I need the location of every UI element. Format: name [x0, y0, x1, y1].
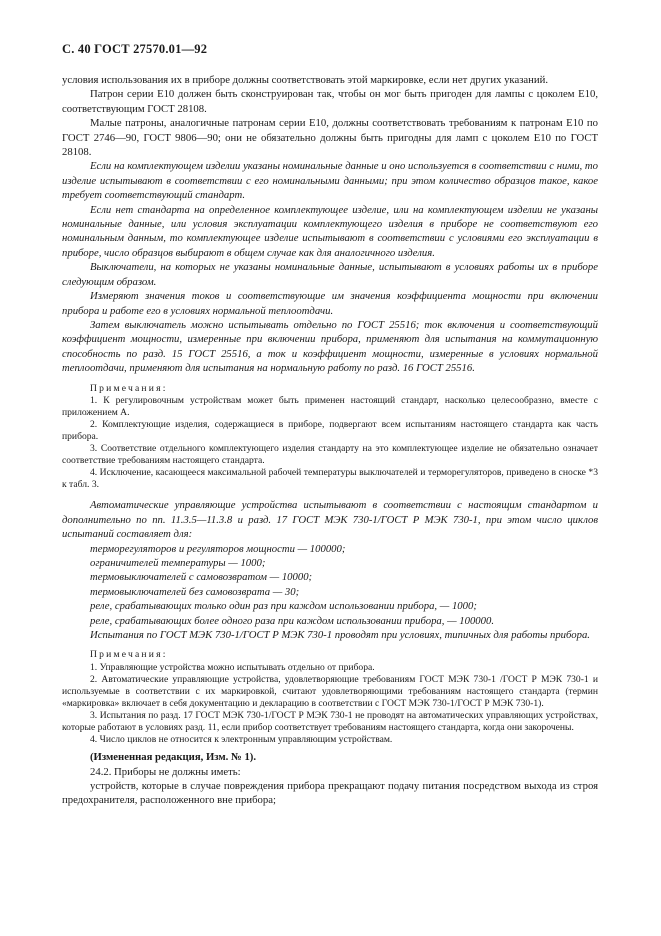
note-item: 2. Комплектующие изделия, содержащиеся в приборе, подвергают всем испытаниям настоящего стандарта как часть прибора. — [62, 418, 598, 442]
document-body — [62, 73, 598, 808]
notes-block — [62, 383, 598, 492]
paragraph: устройств, которые в случае повреждения прибора прекращают подачу питания посредством выхода из строя предохранителя, расположенного вне прибора; — [62, 780, 598, 807]
paragraph-italic: Если нет стандарта на определенное комплектующее изделие, или на комплектующем изделии не указаны номинальные данные, или условия эксплуатации комплектующего изделия в приборе не соответствуют его номинальным данным, то комплектующее изделие испытывают в соответствии с условиями его эксплуатации в приборе, число образцов выбирают в общем случае как для аналогичного изделия. — [62, 203, 598, 259]
note-item: 4. Число циклов не относится к электронным управляющим устройствам. — [90, 734, 393, 746]
page-header: С. 40 ГОСТ 27570.01—92 — [62, 42, 208, 56]
spacer — [62, 376, 598, 383]
paragraph-italic: Измеряют значения токов и соответствующие им значения коэффициента мощности при включении прибора и работе его в условиях нормальной теплоотдачи. — [62, 290, 598, 317]
notes-title: Примечания: — [90, 649, 168, 661]
paragraph: условия использования их в приборе должны соответствовать этой маркировке, если нет других указаний. — [62, 74, 548, 86]
clause-heading: 24.2. Приборы не должны иметь: — [90, 765, 241, 778]
note-item: 2. Автоматические управляющие устройства, удовлетворяющие требованиям ГОСТ МЭК 730-1 /ГОСТ Р МЭК 730-1 и используемые в соответствии с их маркировкой, считают удовлетворяющими требованиям настоящего стандарта (термин «маркировка» включает в себя документацию и декларацию в соответствии с ГОСТ МЭК 730-1/ГОСТ Р МЭК 730-1). — [62, 673, 598, 709]
spacer — [62, 491, 598, 498]
paragraph-italic: Выключатели, на которых не указаны номинальные данные, испытывают в условиях работы их в приборе следующим образом. — [62, 261, 598, 288]
cycles-list — [62, 542, 598, 628]
revision-note: (Измененная редакция, Изм. № 1). — [90, 751, 257, 764]
paragraph: Малые патроны, аналогичные патронам серии Е10, должны соответствовать требованиям к патронам Е10 по ГОСТ 2746—90, ГОСТ 9806—90; они не обязательно должны быть пригодны для ламп с цоколем Е10 по ГОСТ 28108. — [62, 117, 598, 159]
spacer — [62, 642, 598, 649]
note-item: 3. Испытания по разд. 17 ГОСТ МЭК 730-1/ГОСТ Р МЭК 730-1 не проводят на автоматических управляющих устройствах, которые работают в условиях разд. 11, если прибор соответствует требованиям настоящего стандарта, когда они закорочены. — [62, 709, 598, 733]
note-item: 4. Исключение, касающееся максимальной рабочей температуры выключателей и терморегуляторов, приведено в сноске *3 к табл. 3. — [62, 467, 598, 491]
paragraph-italic: Испытания по ГОСТ МЭК 730-1/ГОСТ Р МЭК 730-1 проводят при условиях, типичных для работы прибора. — [90, 629, 590, 642]
notes-block — [62, 649, 598, 746]
list-item: терморегуляторов и регуляторов мощности — 100000; — [90, 542, 346, 555]
paragraph-italic: Затем выключатель можно испытывать отдельно по ГОСТ 25516; ток включения и соответствующий коэффициент мощности, измеренные при включении прибора, применяют для испытания на коммутационную способность по разд. 15 ГОСТ 25516, а ток и коэффициент мощности, измеренные в условиях нормальной теплоотдачи, применяют для испытания на нормальную работу по разд. 16 ГОСТ 25516. — [62, 318, 598, 375]
note-item: 1. Управляющие устройства можно испытывать отдельно от прибора. — [90, 661, 375, 673]
list-item: реле, срабатывающих более одного раза при каждом использовании прибора, — 100000. — [90, 614, 495, 627]
list-item: реле, срабатывающих только один раз при каждом использовании прибора, — 1000; — [90, 600, 477, 613]
paragraph: Патрон серии Е10 должен быть сконструирован так, чтобы он мог быть пригоден для лампы с цоколем Е10, соответствующим ГОСТ 28108. — [62, 88, 598, 115]
note-item: 3. Соответствие отдельного комплектующего изделия стандарту на это комплектующее изделие не обязательно означает соответствие требованиям настоящего стандарта. — [62, 443, 598, 467]
list-item: ограничителей температуры — 1000; — [90, 557, 266, 569]
paragraph-italic: Автоматические управляющие устройства испытывают в соответствии с настоящим стандартом и дополнительно по пп. 11.3.5—11.3.8 и разд. 17 ГОСТ МЭК 730-1/ГОСТ Р МЭК 730-1, при этом число циклов испытаний составляет для: — [62, 499, 598, 541]
list-item: термовыключателей с самовозвратом — 10000; — [90, 571, 313, 584]
paragraph-italic: Если на комплектующем изделии указаны номинальные данные и оно используется в соответствии с ними, то изделие испытывают в соответствии с его номинальными данными; при этом количество образцов такое, какое требует соответствующий стандарт. — [62, 160, 598, 202]
note-item: 1. К регулировочным устройствам может быть применен настоящий стандарт, насколько целесообразно, вместе с приложением А. — [62, 394, 598, 418]
notes-title: Примечания: — [90, 382, 168, 394]
list-item: термовыключателей без самовозврата — 30; — [90, 585, 300, 598]
